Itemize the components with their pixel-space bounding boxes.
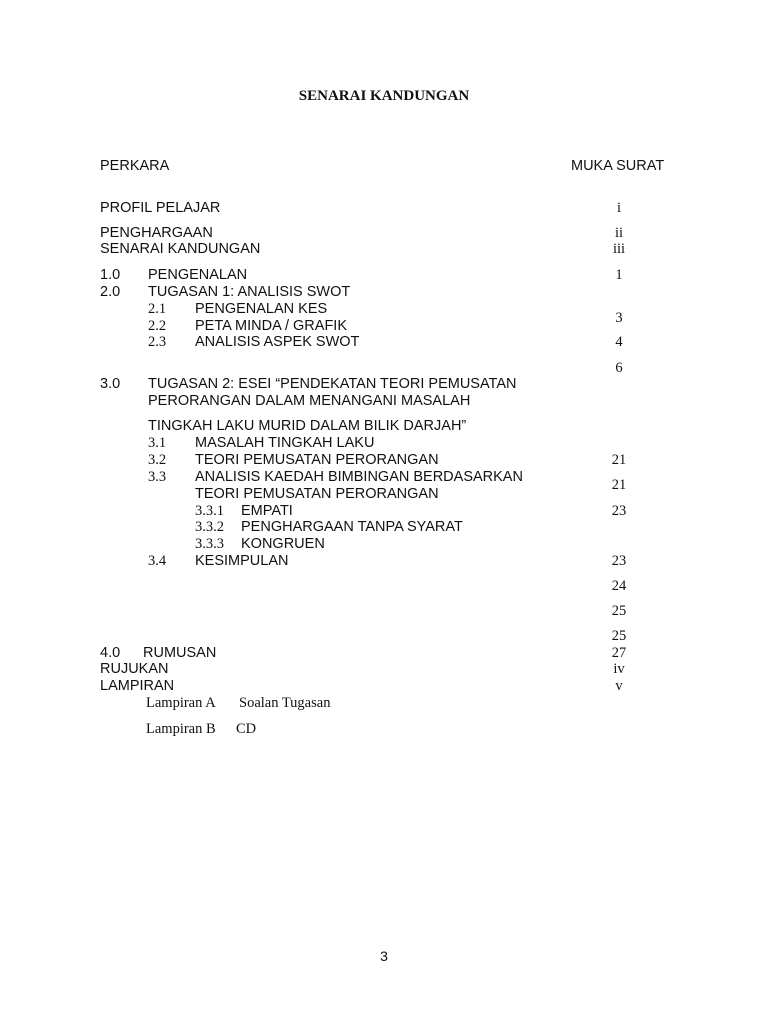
toc-entry-number: 2.0: [100, 284, 121, 300]
toc-entry-number: 3.1: [148, 435, 167, 451]
toc-entry-label: TUGASAN 2: ESEI “PENDEKATAN TEORI PEMUSATAN: [148, 376, 517, 392]
toc-entry-label: PROFIL PELAJAR: [100, 200, 221, 216]
toc-entry-label: TEORI PEMUSATAN PERORANGAN: [195, 486, 439, 502]
appendix-name: Lampiran B: [146, 721, 216, 737]
page-title: SENARAI KANDUNGAN: [298, 88, 470, 104]
toc-entry-number: 2.3: [148, 334, 167, 350]
header-perkara: PERKARA: [100, 158, 170, 174]
toc-entry-number: 3.3: [148, 469, 167, 485]
toc-entry-label: PENGENALAN: [148, 267, 248, 283]
appendix-desc: Soalan Tugasan: [239, 695, 331, 711]
toc-entry-label: ANALISIS ASPEK SWOT: [195, 334, 360, 350]
toc-entry-label: PETA MINDA / GRAFIK: [195, 318, 348, 334]
toc-entry-number: 1.0: [100, 267, 121, 283]
toc-entry-label: PENGHARGAAN: [100, 225, 213, 241]
toc-entry-label: PENGHARGAAN TANPA SYARAT: [241, 519, 463, 535]
footer-page-number: 3: [380, 948, 388, 964]
toc-entry-number: 3.2: [148, 452, 167, 468]
appendix-name: Lampiran A: [146, 695, 216, 711]
toc-entry-label: ANALISIS KAEDAH BIMBINGAN BERDASARKAN: [195, 469, 523, 485]
toc-entry-label: EMPATI: [241, 503, 293, 519]
toc-entry-label: KESIMPULAN: [195, 553, 289, 569]
toc-entry-label: TINGKAH LAKU MURID DALAM BILIK DARJAH”: [148, 418, 467, 434]
toc-entry-number: 2.1: [148, 301, 167, 317]
toc-entry-label: PENGENALAN KES: [195, 301, 328, 317]
toc-entry-number: 4.0: [100, 645, 121, 661]
toc-entry-number: 2.2: [148, 318, 167, 334]
toc-entry-label: RUMUSAN: [143, 645, 217, 661]
toc-entry-label: LAMPIRAN: [100, 678, 175, 694]
toc-entry-number: 3.0: [100, 376, 121, 392]
toc-entry-number: 3.3.2: [195, 519, 224, 535]
toc-entry-label: TEORI PEMUSATAN PERORANGAN: [195, 452, 439, 468]
appendix-desc: CD: [236, 721, 257, 737]
toc-entry-number: 3.4: [148, 553, 167, 569]
toc-entry-label: PERORANGAN DALAM MENANGANI MASALAH: [148, 393, 471, 409]
toc-entry-label: TUGASAN 1: ANALISIS SWOT: [148, 284, 351, 300]
toc-entry-number: 3.3.1: [195, 503, 224, 519]
header-muka-surat: MUKA SURAT: [571, 158, 665, 174]
toc-entry-label: SENARAI KANDUNGAN: [100, 241, 261, 257]
toc-entry-label: MASALAH TINGKAH LAKU: [195, 435, 375, 451]
toc-entry-label: RUJUKAN: [100, 661, 169, 677]
toc-entry-label: KONGRUEN: [241, 536, 325, 552]
toc-entry-number: 3.3.3: [195, 536, 224, 552]
